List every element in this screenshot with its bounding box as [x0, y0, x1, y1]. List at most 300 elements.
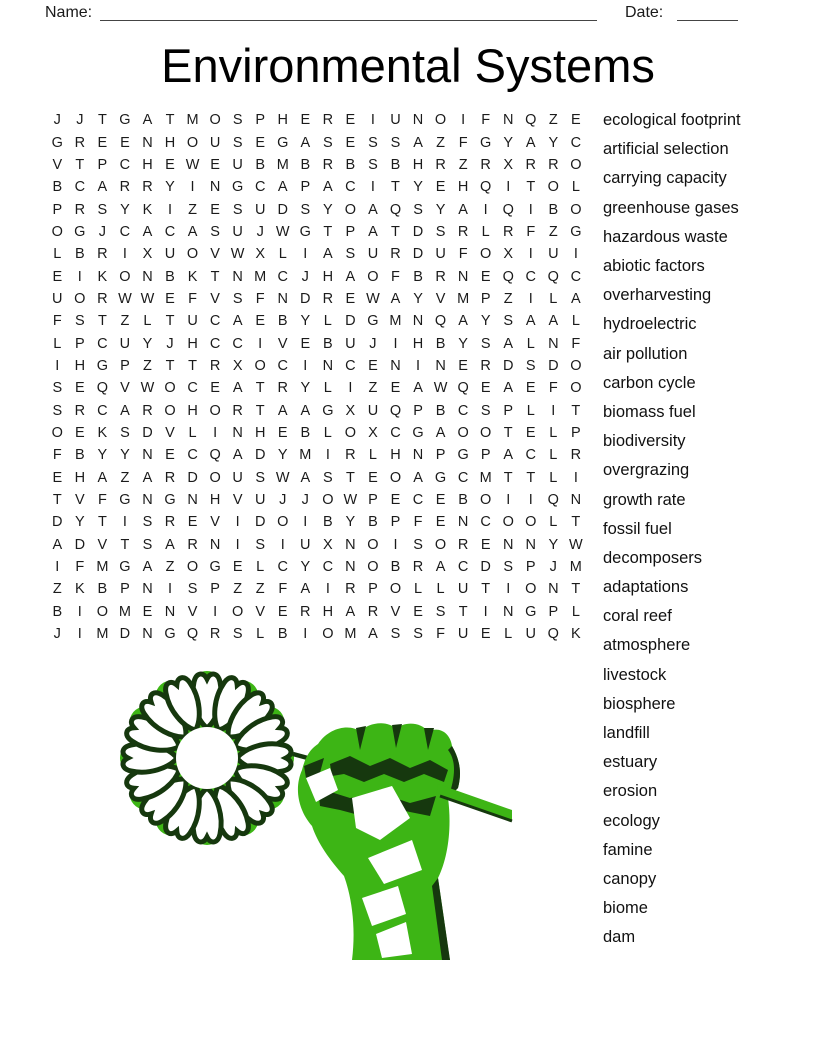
- grid-letter: Q: [186, 626, 199, 643]
- word-list-item: atmosphere: [603, 636, 691, 655]
- grid-letter: L: [526, 402, 535, 419]
- grid-letter: C: [480, 514, 491, 531]
- grid-letter: A: [413, 380, 423, 397]
- grid-letter: S: [368, 156, 378, 173]
- grid-letter: A: [97, 179, 108, 196]
- grid-letter: U: [548, 246, 559, 263]
- grid-letter: Z: [368, 380, 378, 397]
- grid-letter: N: [209, 536, 221, 553]
- grid-letter: A: [142, 223, 153, 240]
- grid-letter: R: [367, 603, 379, 620]
- grid-letter: G: [322, 402, 334, 419]
- grid-letter: N: [457, 268, 469, 285]
- grid-letter: V: [210, 246, 220, 263]
- grid-letter: A: [368, 626, 378, 643]
- grid-letter: C: [97, 335, 108, 352]
- word-list-item: greenhouse gases: [603, 198, 739, 217]
- word-list-item: canopy: [603, 869, 657, 888]
- grid-letter: A: [277, 179, 288, 196]
- grid-letter: F: [391, 268, 400, 285]
- grid-letter: A: [503, 447, 514, 464]
- grid-letter: S: [525, 357, 536, 374]
- grid-letter: Z: [120, 469, 130, 486]
- grid-letter: I: [77, 626, 82, 643]
- grid-letter: E: [74, 424, 85, 441]
- grid-letter: V: [232, 492, 243, 509]
- grid-letter: Z: [165, 559, 175, 576]
- grid-letter: I: [325, 447, 330, 464]
- grid-letter: N: [142, 447, 153, 464]
- grid-letter: J: [301, 268, 309, 285]
- grid-letter: Y: [142, 335, 153, 352]
- grid-letter: U: [345, 335, 356, 352]
- grid-letter: S: [120, 424, 130, 441]
- grid-letter: Q: [480, 179, 492, 196]
- grid-letter: R: [457, 536, 469, 553]
- grid-letter: I: [506, 179, 511, 196]
- grid-letter: E: [525, 380, 536, 397]
- grid-letter: M: [457, 290, 470, 307]
- grid-letter: I: [573, 246, 578, 263]
- grid-letter: M: [479, 469, 492, 486]
- grid-letter: E: [345, 290, 356, 307]
- grid-letter: F: [52, 313, 62, 330]
- grid-letter: R: [390, 246, 401, 263]
- grid-letter: O: [277, 514, 289, 531]
- grid-letter: S: [323, 134, 333, 151]
- grid-letter: E: [345, 134, 356, 151]
- grid-letter: N: [142, 626, 153, 643]
- grid-letter: C: [119, 223, 131, 240]
- grid-letter: S: [435, 223, 446, 240]
- grid-letter: C: [277, 268, 288, 285]
- grid-letter: C: [254, 179, 266, 196]
- grid-letter: C: [277, 559, 288, 576]
- grid-letter: Y: [480, 313, 491, 330]
- worksheet-header: [0, 0, 816, 28]
- grid-letter: M: [344, 626, 357, 643]
- grid-letter: T: [97, 313, 107, 330]
- grid-letter: U: [525, 626, 536, 643]
- grid-letter: D: [412, 246, 424, 263]
- grid-letter: Y: [300, 559, 311, 576]
- grid-letter: O: [389, 469, 402, 486]
- page-title: Environmental Systems: [161, 39, 655, 92]
- word-list-item: famine: [603, 840, 653, 859]
- grid-letter: K: [142, 201, 153, 218]
- grid-letter: T: [526, 469, 536, 486]
- grid-letter: X: [368, 424, 378, 441]
- grid-letter: N: [548, 581, 559, 598]
- grid-letter: J: [301, 492, 309, 509]
- grid-letter: X: [503, 156, 514, 173]
- grid-letter: T: [323, 223, 333, 240]
- grid-letter: C: [457, 469, 469, 486]
- grid-letter: R: [345, 447, 356, 464]
- grid-letter: H: [412, 156, 424, 173]
- grid-letter: A: [142, 469, 153, 486]
- grid-letter: T: [391, 179, 400, 196]
- grid-letter: T: [75, 156, 85, 173]
- grid-letter: L: [549, 424, 558, 441]
- grid-letter: X: [503, 246, 514, 263]
- grid-letter: L: [53, 335, 62, 352]
- grid-letter: H: [164, 134, 176, 151]
- grid-letter: E: [210, 156, 220, 173]
- grid-letter: Y: [165, 179, 175, 196]
- grid-letter: E: [435, 514, 446, 531]
- grid-letter: R: [74, 402, 86, 419]
- grid-letter: F: [458, 246, 468, 263]
- grid-letter: D: [480, 559, 491, 576]
- grid-letter: C: [322, 559, 334, 576]
- grid-letter: P: [210, 581, 220, 598]
- grid-letter: S: [142, 514, 153, 531]
- grid-letter: R: [412, 559, 424, 576]
- grid-letter: O: [480, 492, 492, 509]
- grid-letter: M: [389, 313, 402, 330]
- word-list-item: landfill: [603, 724, 650, 743]
- grid-letter: L: [323, 313, 332, 330]
- word-list-item: biomass fuel: [603, 402, 696, 421]
- grid-letter: K: [187, 268, 198, 285]
- grid-letter: S: [413, 626, 423, 643]
- word-list-item: air pollution: [603, 344, 688, 363]
- grid-letter: H: [254, 424, 266, 441]
- grid-letter: C: [412, 492, 424, 509]
- grid-letter: I: [551, 402, 556, 419]
- grid-letter: Y: [120, 447, 130, 464]
- grid-letter: T: [255, 380, 265, 397]
- grid-letter: R: [322, 290, 334, 307]
- grid-letter: Y: [97, 447, 108, 464]
- grid-letter: V: [255, 603, 266, 620]
- grid-letter: Y: [458, 335, 468, 352]
- grid-letter: O: [232, 603, 244, 620]
- grid-letter: L: [571, 179, 580, 196]
- grid-letter: W: [433, 380, 448, 397]
- grid-letter: L: [278, 246, 287, 263]
- grid-letter: E: [413, 603, 423, 620]
- grid-letter: S: [368, 134, 378, 151]
- grid-letter: F: [436, 626, 445, 643]
- grid-letter: T: [345, 469, 355, 486]
- grid-letter: H: [457, 179, 469, 196]
- grid-letter: X: [255, 246, 266, 263]
- grid-letter: A: [345, 268, 356, 285]
- grid-letter: S: [232, 290, 243, 307]
- grid-letter: A: [187, 223, 198, 240]
- grid-letter: Y: [345, 514, 356, 531]
- grid-letter: L: [368, 447, 377, 464]
- grid-letter: E: [165, 447, 175, 464]
- grid-letter: O: [570, 357, 582, 374]
- grid-letter: I: [483, 201, 488, 218]
- grid-letter: P: [97, 156, 108, 173]
- grid-letter: J: [549, 559, 557, 576]
- word-list-item: ecology: [603, 811, 660, 830]
- date-label: Date:: [625, 4, 664, 21]
- grid-letter: N: [525, 536, 536, 553]
- grid-letter: S: [255, 469, 266, 486]
- grid-letter: A: [97, 469, 108, 486]
- grid-letter: I: [303, 357, 308, 374]
- grid-letter: T: [255, 402, 265, 419]
- grid-letter: Y: [277, 447, 288, 464]
- grid-letter: I: [213, 603, 218, 620]
- grid-letter: A: [300, 581, 311, 598]
- grid-letter: F: [571, 335, 581, 352]
- grid-letter: C: [187, 380, 198, 397]
- grid-letter: S: [323, 469, 333, 486]
- grid-letter: A: [413, 134, 423, 151]
- grid-letter: T: [526, 179, 536, 196]
- grid-letter: Z: [120, 313, 130, 330]
- grid-letter: D: [254, 514, 266, 531]
- grid-letter: U: [367, 402, 379, 419]
- grid-letter: O: [570, 201, 582, 218]
- grid-letter: F: [52, 447, 62, 464]
- grid-letter: Y: [300, 313, 311, 330]
- word-list-item: growth rate: [603, 490, 686, 509]
- grid-letter: I: [303, 514, 308, 531]
- grid-letter: Q: [96, 380, 108, 397]
- grid-letter: O: [525, 514, 537, 531]
- grid-letter: O: [389, 581, 402, 598]
- grid-letter: G: [119, 559, 131, 576]
- grid-letter: I: [213, 424, 218, 441]
- grid-letter: Z: [503, 290, 513, 307]
- grid-letter: N: [412, 313, 424, 330]
- grid-letter: P: [390, 514, 401, 531]
- grid-letter: L: [256, 626, 265, 643]
- grid-letter: R: [322, 112, 334, 129]
- grid-letter: O: [164, 380, 176, 397]
- grid-letter: F: [458, 134, 468, 151]
- grid-letter: S: [413, 201, 423, 218]
- grid-letter: M: [118, 603, 131, 620]
- grid-letter: S: [255, 536, 266, 553]
- grid-letter: O: [344, 201, 357, 218]
- grid-letter: I: [325, 581, 330, 598]
- grid-letter: O: [367, 559, 379, 576]
- grid-letter: U: [232, 469, 243, 486]
- grid-letter: N: [187, 492, 198, 509]
- grid-letter: I: [461, 112, 466, 129]
- grid-letter: K: [571, 626, 581, 643]
- grid-letter: I: [483, 603, 488, 620]
- grid-letter: D: [300, 290, 311, 307]
- grid-letter: O: [96, 603, 108, 620]
- grid-letter: O: [570, 156, 582, 173]
- grid-letter: R: [232, 402, 243, 419]
- grid-letter: T: [391, 223, 400, 240]
- grid-letter: I: [235, 536, 240, 553]
- grid-letter: U: [232, 223, 243, 240]
- grid-letter: A: [503, 335, 514, 352]
- grid-letter: S: [74, 313, 85, 330]
- grid-letter: R: [300, 603, 311, 620]
- grid-letter: B: [323, 335, 333, 352]
- grid-letter: A: [525, 313, 536, 330]
- grid-letter: Q: [502, 268, 514, 285]
- grid-letter: C: [209, 335, 221, 352]
- word-search-grid: [46, 109, 587, 645]
- grid-letter: T: [503, 469, 513, 486]
- grid-letter: R: [480, 357, 491, 374]
- grid-letter: C: [345, 179, 356, 196]
- grid-letter: P: [120, 357, 130, 374]
- grid-letter: W: [366, 290, 380, 307]
- grid-letter: J: [166, 335, 174, 352]
- grid-letter: E: [390, 492, 401, 509]
- grid-letter: H: [412, 335, 424, 352]
- grid-letter: V: [210, 514, 220, 531]
- grid-letter: T: [165, 313, 175, 330]
- grid-letter: I: [280, 536, 285, 553]
- grid-letter: R: [345, 581, 356, 598]
- grid-letter: N: [142, 134, 153, 151]
- grid-letter: N: [435, 357, 446, 374]
- grid-letter: G: [96, 357, 108, 374]
- grid-letter: Y: [503, 134, 514, 151]
- grid-letter: E: [74, 380, 85, 397]
- grid-letter: R: [142, 402, 153, 419]
- grid-letter: S: [503, 559, 514, 576]
- grid-letter: E: [97, 134, 108, 151]
- grid-letter: A: [368, 223, 378, 240]
- grid-letter: O: [367, 268, 379, 285]
- grid-letter: Q: [209, 447, 221, 464]
- grid-letter: C: [525, 447, 536, 464]
- grid-letter: O: [51, 223, 63, 240]
- grid-letter: O: [547, 179, 559, 196]
- grid-letter: S: [480, 335, 491, 352]
- grid-letter: V: [52, 156, 63, 173]
- word-list-item: fossil fuel: [603, 519, 672, 538]
- grid-letter: M: [254, 268, 267, 285]
- grid-letter: W: [275, 223, 290, 240]
- grid-letter: Z: [436, 134, 445, 151]
- grid-letter: G: [74, 223, 86, 240]
- grid-letter: E: [368, 357, 378, 374]
- grid-letter: L: [571, 603, 580, 620]
- grid-letter: E: [480, 536, 491, 553]
- grid-letter: U: [390, 112, 401, 129]
- word-list-item: overgrazing: [603, 461, 690, 480]
- grid-letter: O: [74, 290, 86, 307]
- grid-letter: P: [413, 402, 423, 419]
- grid-letter: C: [119, 156, 131, 173]
- grid-letter: W: [343, 492, 358, 509]
- grid-letter: W: [140, 290, 155, 307]
- grid-letter: L: [549, 469, 558, 486]
- grid-letter: E: [52, 469, 63, 486]
- grid-letter: P: [255, 112, 266, 129]
- grid-letter: N: [412, 112, 424, 129]
- grid-letter: P: [300, 179, 311, 196]
- grid-letter: L: [481, 223, 490, 240]
- grid-letter: E: [277, 424, 288, 441]
- grid-letter: T: [165, 112, 175, 129]
- grid-letter: C: [209, 313, 221, 330]
- grid-letter: A: [142, 559, 153, 576]
- grid-letter: O: [322, 626, 334, 643]
- grid-letter: C: [570, 268, 582, 285]
- grid-letter: O: [457, 424, 469, 441]
- grid-letter: M: [96, 626, 109, 643]
- grid-letter: T: [481, 581, 491, 598]
- grid-letter: U: [457, 581, 469, 598]
- grid-letter: I: [370, 112, 375, 129]
- grid-letter: S: [345, 246, 356, 263]
- grid-letter: V: [210, 290, 220, 307]
- grid-letter: R: [164, 469, 176, 486]
- grid-letter: W: [569, 536, 583, 553]
- grid-letter: I: [190, 179, 195, 196]
- grid-letter: A: [52, 536, 63, 553]
- grid-letter: C: [277, 357, 288, 374]
- grid-letter: W: [118, 290, 132, 307]
- grid-letter: A: [232, 447, 243, 464]
- grid-letter: E: [232, 559, 243, 576]
- grid-letter: R: [322, 156, 334, 173]
- grid-letter: V: [277, 335, 288, 352]
- word-list-item: hazardous waste: [603, 227, 728, 246]
- grid-letter: N: [548, 335, 559, 352]
- grid-letter: L: [571, 313, 580, 330]
- grid-letter: T: [120, 536, 130, 553]
- grid-letter: I: [55, 559, 60, 576]
- grid-letter: T: [458, 603, 468, 620]
- grid-letter: J: [256, 223, 264, 240]
- grid-letter: R: [97, 246, 108, 263]
- grid-letter: O: [209, 469, 221, 486]
- word-list-item: biodiversity: [603, 432, 686, 451]
- grid-letter: F: [526, 223, 536, 240]
- grid-letter: A: [232, 313, 243, 330]
- grid-letter: I: [235, 514, 240, 531]
- grid-letter: D: [502, 357, 514, 374]
- grid-letter: P: [120, 581, 130, 598]
- grid-letter: T: [52, 492, 62, 509]
- grid-letter: J: [76, 112, 84, 129]
- grid-letter: R: [548, 156, 559, 173]
- grid-letter: X: [345, 402, 356, 419]
- grid-letter: E: [300, 112, 311, 129]
- grid-letter: E: [165, 290, 175, 307]
- grid-letter: A: [435, 559, 446, 576]
- grid-letter: O: [186, 559, 199, 576]
- grid-letter: P: [548, 603, 559, 620]
- grid-letter: A: [142, 112, 153, 129]
- grid-letter: C: [345, 357, 356, 374]
- grid-letter: R: [502, 223, 514, 240]
- grid-letter: R: [97, 290, 108, 307]
- grid-letter: I: [393, 335, 398, 352]
- grid-letter: A: [390, 290, 401, 307]
- grid-letter: E: [571, 112, 581, 129]
- grid-letter: A: [435, 424, 446, 441]
- grid-letter: G: [525, 603, 537, 620]
- grid-letter: R: [209, 357, 221, 374]
- grid-letter: C: [457, 402, 469, 419]
- grid-letter: F: [188, 290, 197, 307]
- grid-letter: R: [457, 223, 469, 240]
- grid-letter: E: [255, 134, 266, 151]
- grid-letter: O: [209, 112, 221, 129]
- grid-letter: G: [119, 492, 131, 509]
